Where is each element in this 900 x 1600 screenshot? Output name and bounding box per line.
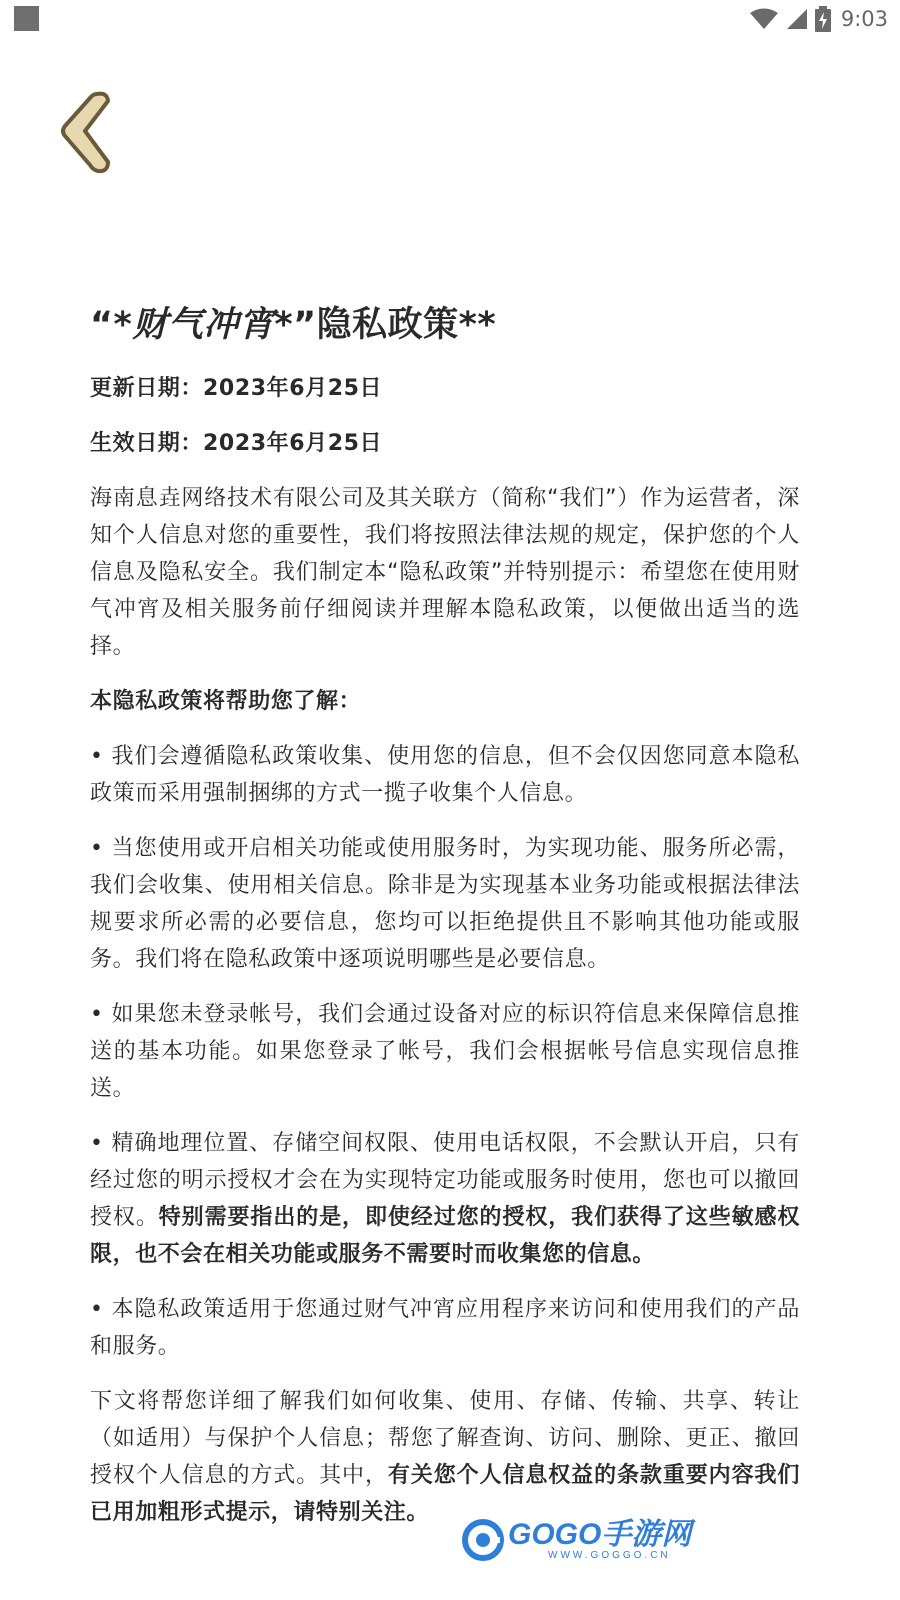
list-item: • 精确地理位置、存储空间权限、使用电话权限，不会默认开启，只有经过您的明示授权才会在为实现特定功能或服务时使用，您也可以撤回授权。特别需要指出的是，即使经过您的授权，我们获得了这些敏感权限，也不会在相关功能或服务不需要时而收集您的信息。 xyxy=(90,1131,800,1267)
privacy-document xyxy=(90,300,800,1549)
back-button[interactable] xyxy=(55,88,117,176)
page-title: “*财气冲宵*”隐私政策** xyxy=(90,305,497,345)
list-item: • 我们会遵循隐私政策收集、使用您的信息，但不会仅因您同意本隐私政策而采用强制捆绑的方式一揽子收集个人信息。 xyxy=(90,744,800,806)
watermark-logo-icon xyxy=(462,1519,504,1561)
list-item: • 当您使用或开启相关功能或使用服务时，为实现功能、服务所必需，我们会收集、使用相关信息。除非是为实现基本业务功能或根据法律法规要求所必需的必要信息，您均可以拒绝提供且不影响其他功能或服务。我们将在隐私政策中逐项说明哪些是必要信息。 xyxy=(90,836,800,972)
watermark-text: GOGO手游网 xyxy=(508,1518,692,1551)
status-icons xyxy=(749,4,888,34)
list-item: • 如果您未登录帐号，我们会通过设备对应的标识符信息来保障信息推送的基本功能。如果您登录了帐号，我们会根据帐号信息实现信息推送。 xyxy=(90,1002,800,1101)
update-date: 更新日期：2023年6月25日 xyxy=(90,376,383,401)
closing-paragraph: 下文将帮您详细了解我们如何收集、使用、存储、传输、共享、转让（如适用）与保护个人信息；帮您了解查询、访问、删除、更正、撤回授权个人信息的方式。其中，有关您个人信息权益的条款重要内容我们已用加粗形式提示，请特别关注。 xyxy=(90,1389,800,1525)
watermark xyxy=(462,1516,691,1564)
wifi-icon xyxy=(749,8,779,30)
notification-icon xyxy=(14,6,39,31)
watermark-url: WWW.GOGGO.CN xyxy=(548,1550,671,1561)
help-heading: 本隐私政策将帮助您了解： xyxy=(90,689,362,714)
status-time: 9:03 xyxy=(840,7,888,31)
effective-date: 生效日期：2023年6月25日 xyxy=(90,431,383,456)
status-bar xyxy=(0,0,900,38)
chevron-left-icon xyxy=(55,88,117,176)
list-item: • 本隐私政策适用于您通过财气冲宵应用程序来访问和使用我们的产品和服务。 xyxy=(90,1297,800,1359)
intro-paragraph: 海南息垚网络技术有限公司及其关联方（简称“我们”）作为运营者，深知个人信息对您的重要性，我们将按照法律法规的规定，保护您的个人信息及隐私安全。我们制定本“隐私政策”并特别提示：希望您在使用财气冲宵及相关服务前仔细阅读并理解本隐私政策，以便做出适当的选择。 xyxy=(90,486,800,659)
signal-icon xyxy=(785,8,809,30)
battery-charging-icon xyxy=(815,6,831,32)
